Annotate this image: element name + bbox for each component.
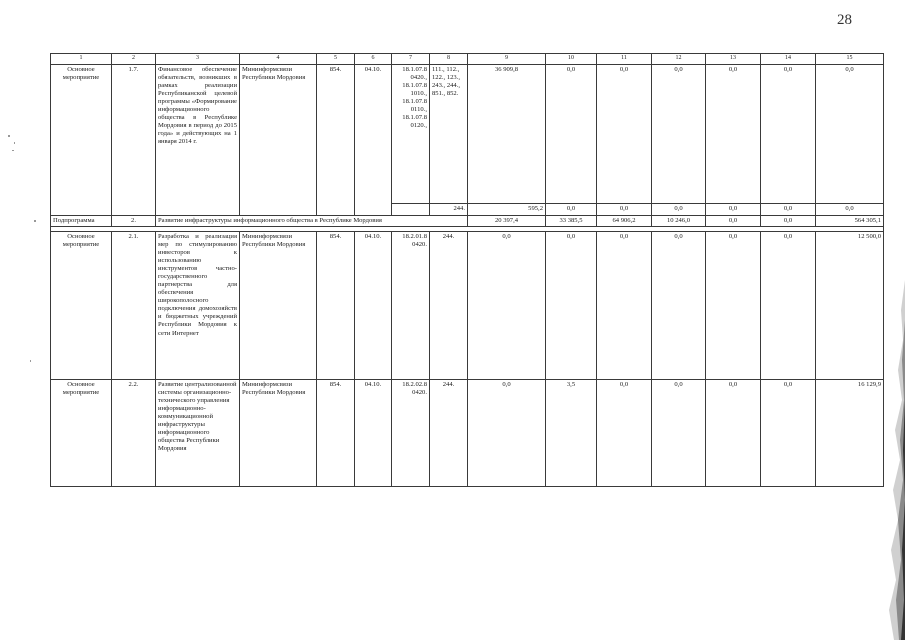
row-executor: Мининформсвязи Республики Мордовия bbox=[240, 232, 317, 380]
value-cell: 0,0 bbox=[706, 232, 761, 380]
vr-line: 111., 112., bbox=[432, 65, 460, 73]
value-cell: 36 909,8 bbox=[468, 64, 546, 204]
row-vr: 244. bbox=[430, 232, 468, 380]
value-cell: 0,0 bbox=[761, 232, 816, 380]
row-grbs: 854. bbox=[317, 232, 355, 380]
row-vr: 244. bbox=[430, 380, 468, 487]
row-executor: Мининформсвязи Республики Мордовия bbox=[240, 64, 317, 204]
value-cell: 0,0 bbox=[652, 204, 706, 215]
value-cell: 0,0 bbox=[546, 64, 597, 204]
value-cell: 0,0 bbox=[761, 215, 816, 226]
row-vr: 244. bbox=[430, 204, 468, 215]
vr-line: 122., 123., bbox=[432, 73, 461, 81]
row-rzpr: 04.10. bbox=[355, 64, 392, 204]
row-grbs: 854. bbox=[317, 380, 355, 487]
row-name: Развитие инфраструктуры информационного общества в Республике Мордовия bbox=[156, 215, 468, 226]
row-grbs: 854. bbox=[317, 64, 355, 204]
value-cell: 20 397,4 bbox=[468, 215, 546, 226]
row-number: 2. bbox=[112, 215, 156, 226]
scan-noise-edge bbox=[865, 280, 905, 640]
csr-line: 0420., bbox=[410, 73, 427, 81]
value-cell: 0,0 bbox=[706, 215, 761, 226]
vr-line: 243., 244., bbox=[432, 81, 461, 89]
empty-cell bbox=[355, 204, 392, 215]
row-vr bbox=[430, 64, 468, 204]
scan-speck bbox=[8, 135, 10, 137]
value-cell: 0,0 bbox=[761, 380, 816, 487]
scan-speck bbox=[30, 360, 31, 362]
column-number: 14 bbox=[761, 54, 816, 65]
column-number: 7 bbox=[392, 54, 430, 65]
scan-speck bbox=[12, 150, 14, 151]
row-rzpr: 04.10. bbox=[355, 380, 392, 487]
row-name: Разработка и реализация мер по стимулированию инвесторов к использованию инструментов частно-государственного партнерства для обеспечения широкополосного подключения домохозяйств и бюджетных учреждений Республики Мордовия к сети Интернет bbox=[156, 232, 240, 380]
page-number: 28 bbox=[837, 12, 852, 28]
empty-cell bbox=[317, 204, 355, 215]
csr-line: 18.1.07.8 bbox=[402, 81, 427, 89]
value-cell: 0,0 bbox=[706, 64, 761, 204]
column-number: 6 bbox=[355, 54, 392, 65]
column-number: 8 bbox=[430, 54, 468, 65]
csr-line: 18.1.07.8 bbox=[402, 65, 427, 73]
row-number: 2.2. bbox=[112, 380, 156, 487]
vr-line: 851., 852. bbox=[432, 89, 459, 97]
value-cell: 0,0 bbox=[597, 232, 652, 380]
value-cell: 0,0 bbox=[706, 204, 761, 215]
value-cell: 0,0 bbox=[706, 380, 761, 487]
column-number: 13 bbox=[706, 54, 761, 65]
column-number: 12 bbox=[652, 54, 706, 65]
csr-line: 0110., bbox=[410, 105, 427, 113]
value-cell: 0,0 bbox=[597, 64, 652, 204]
table-row-subprogram-2 bbox=[51, 215, 884, 226]
column-number: 4 bbox=[240, 54, 317, 65]
csr-line: 0120., bbox=[410, 121, 427, 129]
value-cell: 10 246,0 bbox=[652, 215, 706, 226]
row-csr bbox=[392, 380, 430, 487]
row-csr bbox=[392, 64, 430, 204]
value-cell: 0,0 bbox=[816, 204, 884, 215]
column-number: 10 bbox=[546, 54, 597, 65]
value-cell: 0,0 bbox=[761, 64, 816, 204]
column-number: 15 bbox=[816, 54, 884, 65]
value-cell: 12 500,0 bbox=[816, 232, 884, 380]
column-number-row bbox=[51, 54, 884, 65]
value-cell: 0,0 bbox=[546, 232, 597, 380]
value-cell: 0,0 bbox=[468, 232, 546, 380]
column-number: 3 bbox=[156, 54, 240, 65]
value-cell: 16 129,9 bbox=[816, 380, 884, 487]
table-row-2-2 bbox=[51, 380, 884, 487]
row-type: Основное мероприятие bbox=[51, 380, 112, 487]
value-cell: 33 385,5 bbox=[546, 215, 597, 226]
csr-line: 1010., bbox=[410, 89, 427, 97]
value-cell: 64 906,2 bbox=[597, 215, 652, 226]
value-cell: 0,0 bbox=[597, 380, 652, 487]
csr-line: 18.2.02.8 bbox=[402, 381, 427, 389]
empty-cell bbox=[156, 204, 240, 215]
value-cell: 595,2 bbox=[468, 204, 546, 215]
column-number: 11 bbox=[597, 54, 652, 65]
row-type: Основное мероприятие bbox=[51, 232, 112, 380]
value-cell: 0,0 bbox=[761, 204, 816, 215]
value-cell: 0,0 bbox=[468, 380, 546, 487]
value-cell: 0,0 bbox=[816, 64, 884, 204]
value-cell: 0,0 bbox=[652, 380, 706, 487]
row-csr bbox=[392, 232, 430, 380]
value-cell: 0,0 bbox=[652, 232, 706, 380]
row-number: 2.1. bbox=[112, 232, 156, 380]
row-type: Подпрограмма bbox=[51, 215, 112, 226]
empty-cell bbox=[51, 204, 112, 215]
row-type: Основное мероприятие bbox=[51, 64, 112, 204]
empty-cell bbox=[392, 204, 430, 215]
column-number: 2 bbox=[112, 54, 156, 65]
row-name: Развитие централизованной системы организационно-технического управления информационно-коммуникационной инфраструктуры информационного общества Республики Мордовия bbox=[156, 380, 240, 487]
csr-line: 18.1.07.8 bbox=[402, 113, 427, 121]
value-cell: 0,0 bbox=[652, 64, 706, 204]
row-executor: Мининформсвязи Республики Мордовия bbox=[240, 380, 317, 487]
value-cell: 564 305,1 bbox=[816, 215, 884, 226]
row-rzpr: 04.10. bbox=[355, 232, 392, 380]
table-row-1-7-sub bbox=[51, 204, 884, 215]
budget-table bbox=[50, 53, 884, 487]
table-row-1-7 bbox=[51, 64, 884, 204]
csr-line: 18.2.01.8 bbox=[402, 233, 427, 241]
row-name: Финансовое обеспечение обязательств, возникших в рамках реализации Республиканской целевой программы «Формирование информационного общества в Республике Мордовия в период до 2015 года» и действующих на 1 января 2014 г. bbox=[156, 64, 240, 204]
value-cell: 0,0 bbox=[546, 204, 597, 215]
empty-cell bbox=[112, 204, 156, 215]
column-number: 5 bbox=[317, 54, 355, 65]
csr-line: 0420. bbox=[412, 389, 427, 397]
value-cell: 0,0 bbox=[597, 204, 652, 215]
budget-table-container bbox=[50, 53, 881, 487]
value-cell: 3,5 bbox=[546, 380, 597, 487]
table-row-2-1 bbox=[51, 232, 884, 380]
scan-speck bbox=[14, 142, 15, 144]
column-number: 1 bbox=[51, 54, 112, 65]
csr-line: 0420. bbox=[412, 241, 427, 249]
column-number: 9 bbox=[468, 54, 546, 65]
csr-line: 18.1.07.8 bbox=[402, 97, 427, 105]
row-number: 1.7. bbox=[112, 64, 156, 204]
empty-cell bbox=[240, 204, 317, 215]
scan-speck bbox=[34, 220, 36, 222]
